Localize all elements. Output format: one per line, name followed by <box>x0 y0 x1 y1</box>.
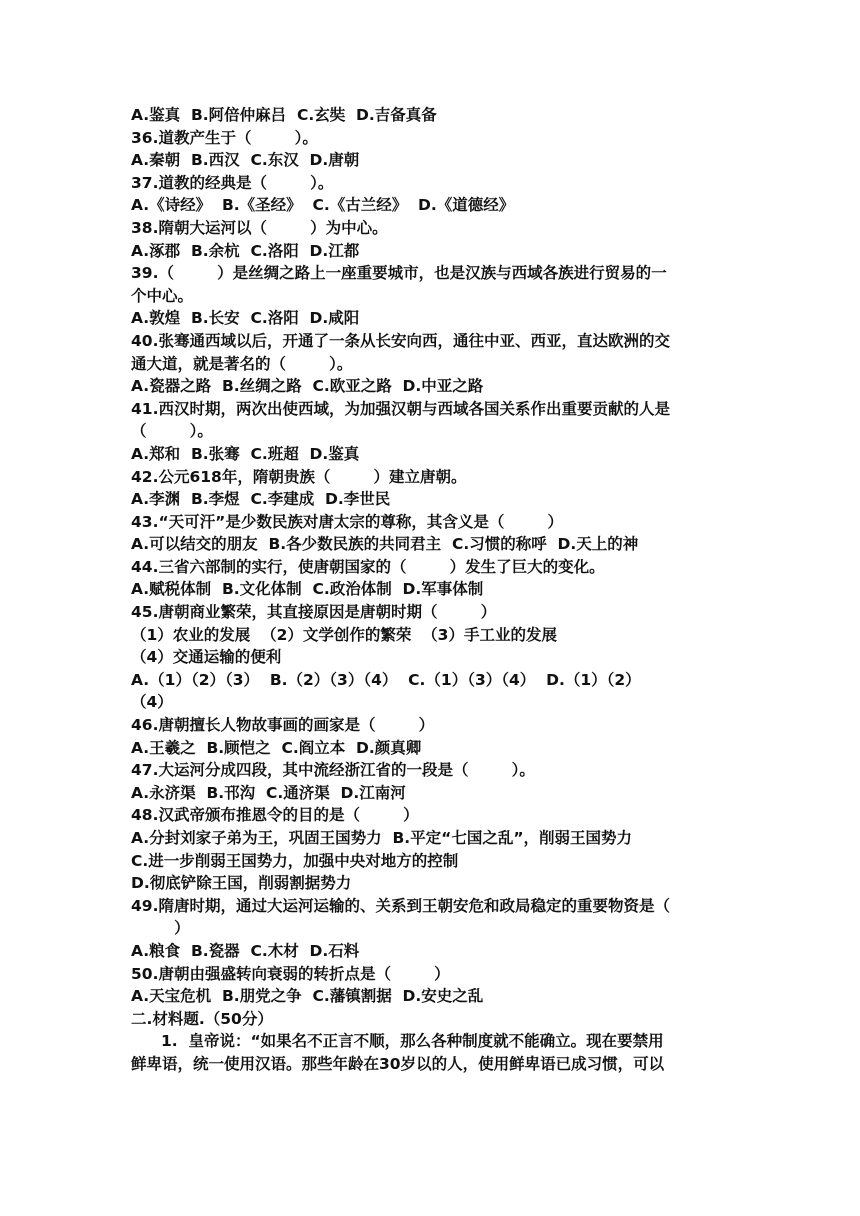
answer-options: A.（1）（2）（3） B.（2）（3）（4） C.（1）（3）（4） D.（1）（2） <box>131 670 641 689</box>
question-44: 44.三省六部制的实行，使唐朝国家的（ ）发生了巨大的变化。 <box>131 557 605 576</box>
answer-options: A.可以结交的朋友 B.各少数民族的共同君主 C.习惯的称呼 D.天上的神 <box>131 535 639 554</box>
question-40-cont: 通大道，就是著名的（ ）。 <box>131 354 353 373</box>
answer-option-c: C.进一步削弱王国势力，加强中央对地方的控制 <box>131 851 459 870</box>
answer-options: A.敦煌 B.长安 C.洛阳 D.咸阳 <box>131 309 360 328</box>
answer-options: A.李渊 B.李煜 C.李建成 D.李世民 <box>131 490 391 509</box>
section-heading: 二.材料题.（50分） <box>131 1009 273 1028</box>
question-45: 45.唐朝商业繁荣，其直接原因是唐朝时期（ ） <box>131 603 497 622</box>
answer-option-d: D.彻底铲除王国，削弱割据势力 <box>131 874 352 893</box>
answer-options-cont: （4） <box>131 693 173 712</box>
question-41: 41.西汉时期，两次出使西域，为加强汉朝与西域各国关系作出重要贡献的人是 <box>131 399 670 418</box>
question-41-cont: （ ）。 <box>131 422 213 441</box>
answer-options: A.王羲之 B.顾恺之 C.阎立本 D.颜真卿 <box>131 738 422 757</box>
answer-options: A.秦朝 B.西汉 C.东汉 D.唐朝 <box>131 151 360 170</box>
question-46: 46.唐朝擅长人物故事画的画家是（ ） <box>131 716 435 735</box>
answer-options: A.瓷器之路 B.丝绸之路 C.欧亚之路 D.中亚之路 <box>131 377 484 396</box>
material-paragraph: 1. 皇帝说：“如果名不正言不顺，那么各种制度就不能确立。现在要禁用 <box>161 1032 664 1051</box>
question-45-items: （1）农业的发展 （2）文学创作的繁荣 （3）手工业的发展 <box>131 625 557 644</box>
answer-options: A.永济渠 B.邗沟 C.通济渠 D.江南河 <box>131 783 406 802</box>
question-39: 39.（ ）是丝绸之路上一座重要城市，也是汉族与西域各族进行贸易的一 <box>131 264 667 283</box>
question-50: 50.唐朝由强盛转向衰弱的转折点是（ ） <box>131 964 450 983</box>
question-37: 37.道教的经典是（ ）。 <box>131 173 334 192</box>
answer-options: A.《诗经》 B.《圣经》 C.《古兰经》 D.《道德经》 <box>131 196 515 215</box>
question-47: 47.大运河分成四段，其中流经浙江省的一段是（ ）。 <box>131 761 535 780</box>
question-49-cont: ） <box>131 919 190 938</box>
document-body <box>131 104 731 1076</box>
question-49: 49.隋唐时期，通过大运河运输的、关系到王朝安危和政局稳定的重要物资是（ <box>131 896 670 915</box>
question-39-cont: 个中心。 <box>131 286 194 305</box>
question-45-items-cont: （4）交通运输的便利 <box>131 648 282 667</box>
text-line: A.鉴真 B.阿倍仲麻吕 C.玄奘 D.吉备真备 <box>131 106 437 124</box>
question-36: 36.道教产生于（ ）。 <box>131 128 318 147</box>
question-42: 42.公元618年，隋朝贵族（ ）建立唐朝。 <box>131 467 467 486</box>
question-38: 38.隋朝大运河以（ ）为中心。 <box>131 218 388 237</box>
answer-options: A.郑和 B.张骞 C.班超 D.鉴真 <box>131 444 360 463</box>
answer-options: A.粮食 B.瓷器 C.木材 D.石料 <box>131 941 360 960</box>
question-48: 48.汉武帝颁布推恩令的目的是（ ） <box>131 806 419 825</box>
answer-option-a-b: A.分封刘家子弟为王，巩固王国势力 B.平定“七国之乱”，削弱王国势力 <box>131 829 633 847</box>
question-43: 43.“天可汗”是少数民族对唐太宗的尊称，其含义是（ ） <box>131 512 564 531</box>
material-paragraph-cont: 鲜卑语，统一使用汉语。那些年龄在30岁以的人，使用鲜卑语已成习惯，可以 <box>131 1054 665 1073</box>
answer-options: A.天宝危机 B.朋党之争 C.藩镇割据 D.安史之乱 <box>131 987 484 1006</box>
answer-options: A.赋税体制 B.文化体制 C.政治体制 D.军事体制 <box>131 580 484 599</box>
answer-options: A.涿郡 B.余杭 C.洛阳 D.江都 <box>131 241 360 260</box>
question-40: 40.张骞通西域以后，开通了一条从长安向西，通往中亚、西亚，直达欧洲的交 <box>131 331 670 350</box>
